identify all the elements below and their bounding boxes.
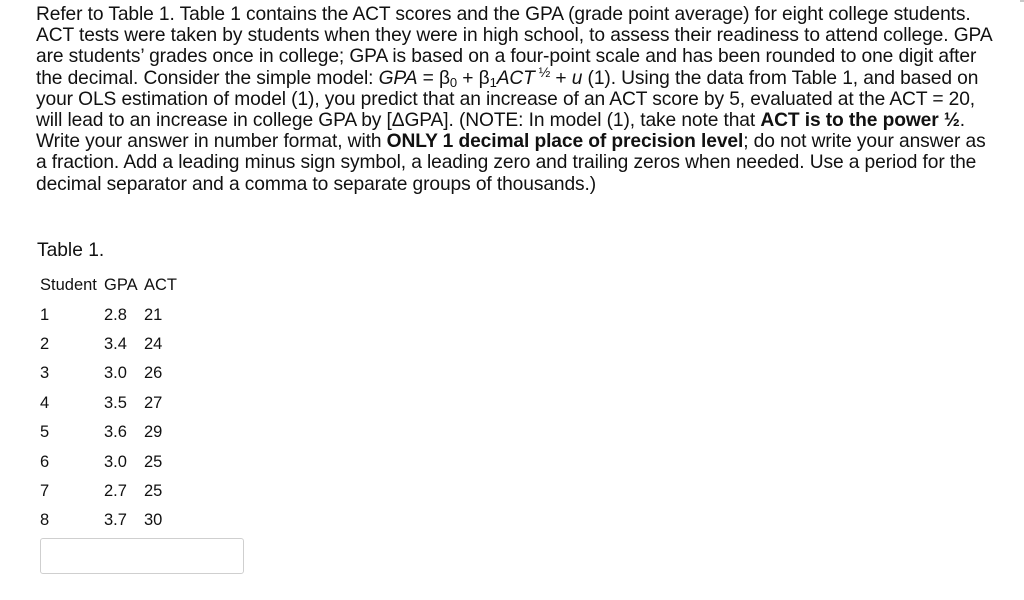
cell-gpa: 3.0 bbox=[104, 452, 127, 471]
cell-act: 26 bbox=[144, 364, 163, 383]
cell-act: 24 bbox=[144, 334, 163, 353]
equation-beta1: + β bbox=[457, 67, 490, 89]
table-row bbox=[40, 506, 177, 535]
table-row bbox=[40, 418, 177, 447]
cell-gpa: 3.5 bbox=[104, 393, 127, 412]
question-format: . Write your answer in number format, with bbox=[36, 110, 965, 153]
equation-beta0: = β bbox=[417, 67, 450, 89]
equation-sub0: 0 bbox=[449, 74, 458, 90]
table-header-row bbox=[40, 271, 177, 300]
cell-gpa: 2.7 bbox=[104, 481, 127, 500]
cell-student: 5 bbox=[40, 423, 50, 442]
cell-student: 4 bbox=[40, 393, 50, 412]
cell-student: 7 bbox=[40, 481, 50, 500]
cell-act: 29 bbox=[144, 423, 163, 442]
cell-gpa: 3.7 bbox=[104, 511, 127, 530]
table-row bbox=[40, 447, 177, 476]
equation-plus: + bbox=[550, 67, 572, 89]
equation-power: ½ bbox=[534, 63, 551, 80]
cell-act: 25 bbox=[144, 452, 163, 471]
cell-act: 25 bbox=[144, 481, 163, 500]
cell-act: 21 bbox=[144, 305, 163, 324]
note-bold-power: ACT is to the power ½ bbox=[760, 110, 960, 132]
question-body: (1). Using the data from Table 1, and based on your OLS estimation of model (1), you predict that an increase of an ACT score by 5, evaluated at the ACT = 20, will lead to an increase in college GPA by [ΔGPA]. (NOTE: In model (1), take note that bbox=[36, 67, 979, 132]
table-row bbox=[40, 359, 177, 388]
answer-input[interactable] bbox=[40, 538, 244, 574]
window-edge-divider bbox=[1020, 0, 1024, 2]
data-table bbox=[40, 271, 177, 536]
cell-student: 2 bbox=[40, 334, 50, 353]
header-act: ACT bbox=[144, 276, 177, 295]
equation-sub1: 1 bbox=[489, 74, 497, 90]
cell-gpa: 3.6 bbox=[104, 423, 127, 442]
header-gpa: GPA bbox=[104, 276, 138, 295]
table-row bbox=[40, 300, 177, 329]
question-text bbox=[36, 4, 996, 195]
note-bold-precision: ONLY 1 decimal place of precision level bbox=[386, 131, 744, 153]
table-row bbox=[40, 330, 177, 359]
question-instructions: ; do not write your answer as a fraction. Add a leading minus sign symbol, a leading zero and trailing zeros when needed. Use a period for the decimal separator and a comma to separate groups of thousands.) bbox=[36, 131, 986, 195]
equation-gpa: GPA bbox=[378, 67, 418, 89]
cell-student: 8 bbox=[40, 511, 50, 530]
equation-act: ACT bbox=[496, 67, 535, 89]
header-student: Student bbox=[40, 276, 97, 295]
cell-student: 6 bbox=[40, 452, 50, 471]
cell-act: 30 bbox=[144, 511, 163, 530]
equation-error: u bbox=[571, 67, 583, 89]
cell-gpa: 3.4 bbox=[104, 334, 127, 353]
cell-student: 3 bbox=[40, 364, 50, 383]
question-intro: Refer to Table 1. Table 1 contains the ACT scores and the GPA (grade point average) for eight college students. ACT tests were taken by students when they were in high school, to assess their readiness to attend college. GPA are students’ grades once in college; GPA is based on a four-point scale and has been rounded to one digit after the decimal. Consider the simple model: bbox=[36, 4, 992, 89]
table-row bbox=[40, 389, 177, 418]
cell-gpa: 2.8 bbox=[104, 305, 127, 324]
cell-act: 27 bbox=[144, 393, 163, 412]
table-row bbox=[40, 477, 177, 506]
cell-gpa: 3.0 bbox=[104, 364, 127, 383]
table-caption: Table 1. bbox=[37, 240, 105, 261]
cell-student: 1 bbox=[40, 305, 50, 324]
